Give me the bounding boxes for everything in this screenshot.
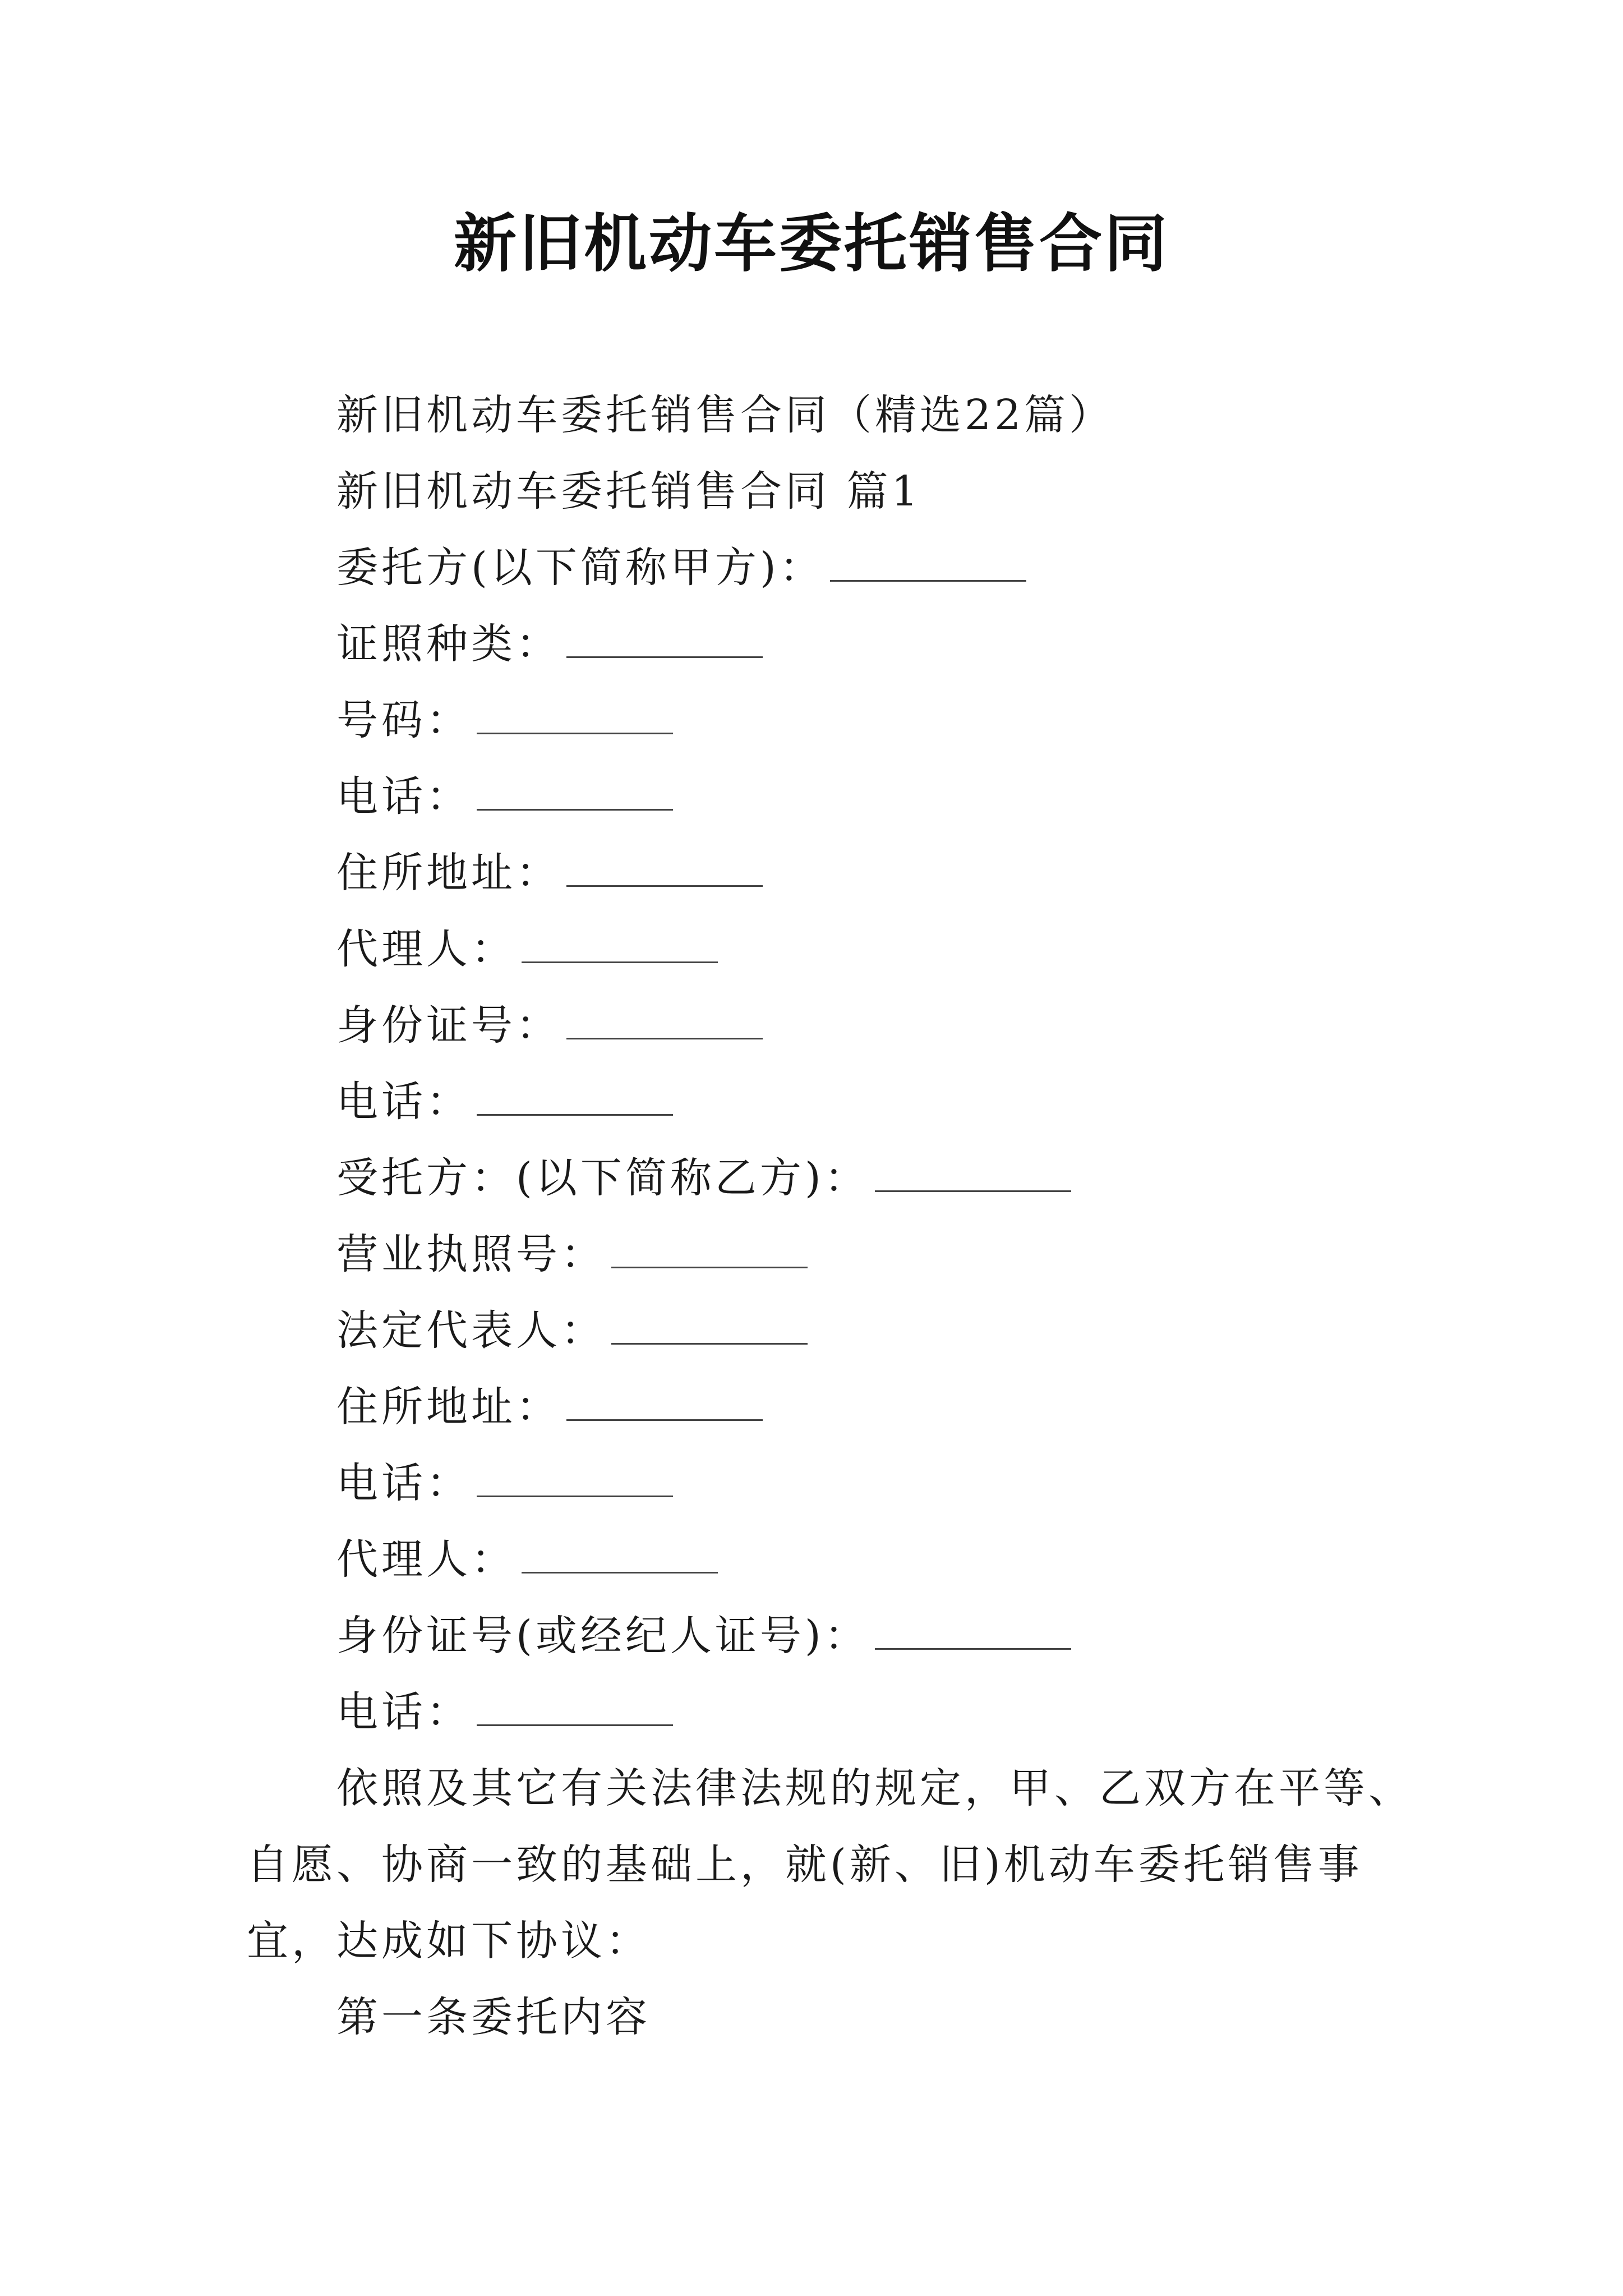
field-number [336, 692, 673, 748]
blank-line [566, 852, 763, 887]
field-phone [336, 1074, 673, 1130]
blank-line [566, 623, 763, 658]
field-phone [336, 769, 673, 825]
blank-line [566, 1386, 763, 1421]
blank-line [875, 1614, 1071, 1650]
section-title: 新旧机动车委托销售合同 篇1 [336, 467, 921, 516]
field-business-license [336, 1226, 808, 1282]
field-label: 委托方(以下简称甲方)： [336, 544, 824, 592]
field-label: 法定代表人： [336, 1306, 606, 1355]
blank-line [522, 928, 718, 963]
field-trustee [336, 1150, 1071, 1206]
field-id-or-broker-number [336, 1608, 1071, 1664]
field-label: 电话： [336, 1688, 471, 1736]
blank-line [477, 1691, 673, 1726]
field-label: 电话： [336, 1078, 471, 1126]
blank-line [477, 1462, 673, 1497]
document-title: 新旧机动车委托销售合同 [454, 207, 1169, 280]
field-label: 代理人： [336, 925, 516, 973]
blank-line [522, 1538, 718, 1573]
field-phone [336, 1684, 673, 1740]
field-client [336, 540, 1026, 596]
body-paragraph: 依照及其它有关法律法规的规定，甲、乙双方在平等、自愿、协商一致的基础上，就(新、旧)机动车委托销售事宜，达成如下协议： [247, 1764, 1413, 1965]
field-legal-rep [336, 1303, 808, 1359]
blank-line [477, 1080, 673, 1116]
blank-line [477, 699, 673, 734]
field-license-type [336, 616, 763, 672]
field-address [336, 1379, 763, 1435]
field-phone [336, 1455, 673, 1511]
field-address [336, 845, 763, 901]
field-label: 代理人： [336, 1535, 516, 1584]
blank-line [566, 1004, 763, 1039]
field-label: 证照种类： [336, 620, 561, 668]
field-label: 身份证号： [336, 1001, 561, 1050]
field-label: 身份证号(或经纪人证号)： [336, 1612, 869, 1660]
field-agent [336, 1531, 718, 1588]
field-label: 营业执照号： [336, 1230, 606, 1278]
blank-line [611, 1309, 808, 1345]
blank-line [830, 546, 1026, 582]
field-label: 电话： [336, 772, 471, 821]
document-subtitle: 新旧机动车委托销售合同（精选22篇） [336, 391, 1114, 439]
field-agent [336, 921, 718, 977]
field-label: 住所地址： [336, 1383, 561, 1431]
field-label: 住所地址： [336, 849, 561, 897]
field-label: 号码： [336, 696, 471, 744]
field-label: 电话： [336, 1459, 471, 1507]
field-id-number [336, 997, 763, 1053]
blank-line [477, 775, 673, 811]
section-heading: 第一条委托内容 [336, 1993, 651, 2041]
blank-line [611, 1233, 808, 1268]
field-label: 受托方：(以下简称乙方)： [336, 1154, 869, 1202]
blank-line [875, 1157, 1071, 1192]
